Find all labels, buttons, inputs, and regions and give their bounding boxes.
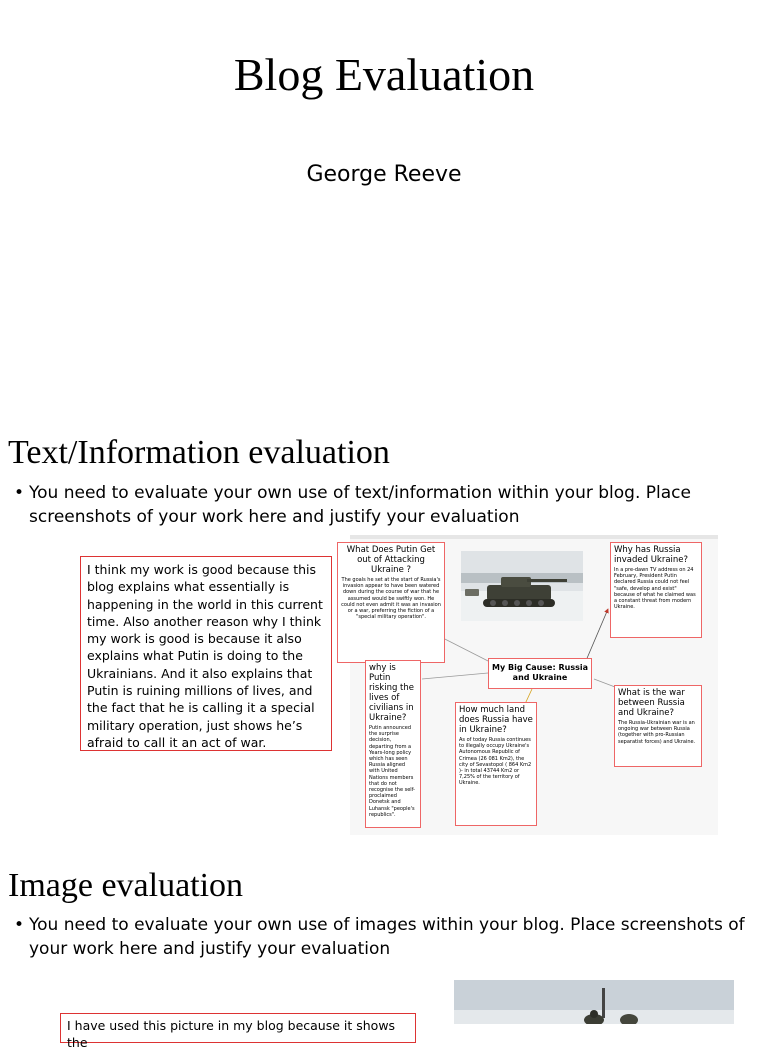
author-name: George Reeve (306, 162, 462, 187)
bullet-icon: • (14, 915, 25, 935)
blog-box-why-invaded (610, 542, 702, 638)
bullet-image-instructions (14, 913, 754, 961)
bullet-icon: • (14, 483, 25, 503)
blog-box-what-does-putin (337, 542, 445, 663)
section-heading-text: Text/Information evaluation (8, 434, 390, 471)
blog-box-heading: What is the war between Russia and Ukraine? (618, 688, 685, 718)
arrow-center-to-box5 (594, 679, 615, 687)
justification-text: I have used this picture in my blog because it shows the (67, 1018, 396, 1051)
blog-screenshot (341, 535, 718, 835)
section-heading-image: Image evaluation (8, 867, 244, 904)
blog-box-heading: why is Putin risking the lives of civilians in Ukraine? (369, 663, 415, 723)
justification-box-text (80, 556, 332, 751)
bullet-text: You need to evaluate your own use of text/information within your blog. Place screenshots of your work here and justify your evaluation (29, 483, 691, 527)
soldiers-image (454, 980, 734, 1024)
blog-box-why-risking (365, 660, 421, 828)
blog-box-text: In a pre-dawn TV address on 24 February, President Putin declared Russia could not feel "safe, develop and exist" because of what he claimed was a constant threat from modern Ukraine. (614, 567, 696, 611)
blog-box-text: The Russia-Ukrainian war is an ongoing war between Russia (together with pro-Russian separatist forces) and Ukraine. (618, 720, 696, 745)
justification-box-image (60, 1013, 416, 1051)
blog-box-big-cause (488, 658, 592, 689)
blog-box-heading: Why has Russia invaded Ukraine? (614, 545, 689, 565)
big-cause-label: My Big Cause: Russia and Ukraine (492, 663, 588, 682)
page-title: Blog Evaluation (233, 49, 535, 100)
blog-box-text: Putin announced the surprise decision, departing from a Years-long policy which has seen Russia aligned with United Nations members that do not recognise the self-proclaimed Donetsk and Luhansk "people's republics". (369, 725, 415, 818)
bullet-text: You need to evaluate your own use of images within your blog. Place screenshots of your work here and justify your evaluation (29, 915, 745, 959)
arrow-center-to-box2 (585, 609, 608, 663)
blog-box-text: As of today Russia continues to illegally occupy Ukraine's Autonomous Republic of Crimea (26 081 Km2), the city of Sevastopol ( 864 Km2 )- in total 43744 Km2 or 7,25% of the territory of Ukraine. (459, 737, 532, 787)
tank-image (461, 551, 583, 621)
blog-box-what-is-war (614, 685, 702, 767)
justification-text: I think my work is good because this blog explains what essentially is happening in the world in this current time. Also another reason why I think my work is good is because it also explains what Putin is doing to the Ukrainians. And it also explains that Putin is ruining millions of lives, and the fact that he is calling it a special military operation, just shows he’s afraid to call it an act of war. (87, 562, 323, 750)
blog-box-heading: How much land does Russia have in Ukraine? (459, 705, 533, 735)
bullet-text-instructions (14, 481, 754, 529)
blog-box-text: The goals he set at the start of Russia's invasion appear to have been watered down during the course of war that he assumed would be swiftly won. He could not even admit it was an invasion or a war, preferring the fiction of a "special military operation". (341, 577, 441, 621)
arrow-center-to-box3 (422, 673, 488, 679)
blog-box-heading: What Does Putin Get out of Attacking Ukraine ? (346, 545, 436, 575)
blog-box-how-much-land (455, 702, 537, 826)
